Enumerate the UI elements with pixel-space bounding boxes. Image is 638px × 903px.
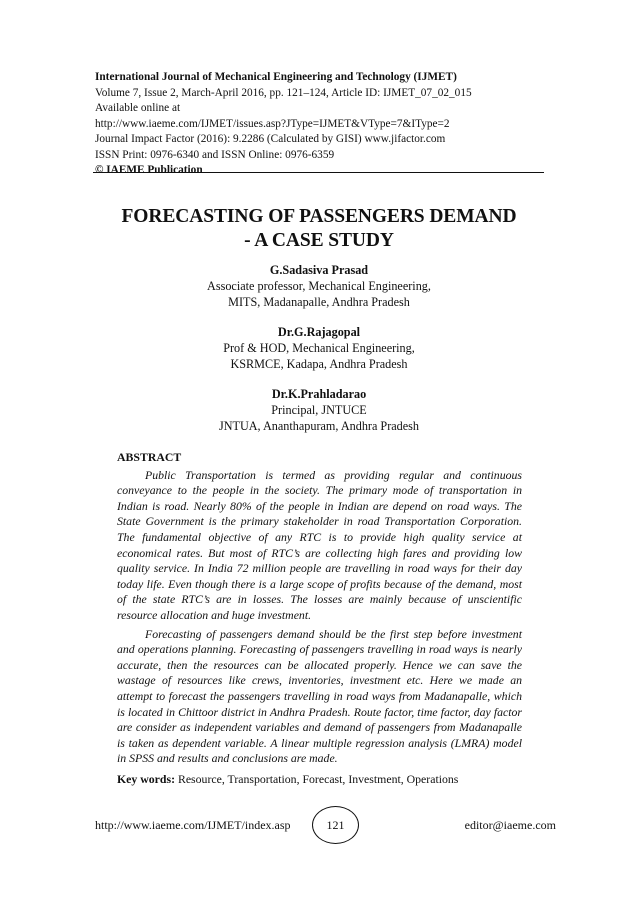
footer-url[interactable]: http://www.iaeme.com/IJMET/index.asp — [95, 818, 291, 832]
author-3 — [120, 386, 518, 434]
footer-email[interactable]: editor@iaeme.com — [464, 818, 556, 832]
impact-factor: Journal Impact Factor (2016): 9.2286 (Calculated by GISI) www.jifactor.com — [95, 133, 446, 145]
author-1 — [120, 262, 518, 310]
keywords — [117, 772, 522, 788]
author-affiliation: KSRMCE, Kadapa, Andhra Pradesh — [230, 357, 408, 371]
page-number: 121 — [312, 806, 359, 844]
abstract-paragraph-2: Forecasting of passengers demand should be the first step before investment and operations planning. Forecasting of passengers travelling in road ways is nearly accurate, then the resources can be allocated properly. Hence we can save the wastage of resources like crews, inventories, investment etc. Here we made an attempt to forecast the passengers travelling in road ways from Madanapalle, which is located in Chittoor district in Andhra Pradesh. Route factor, time factor, day factor are consider as independent variables and demand of passengers from Madanapalle is taken as dependent variable. A linear multiple regression analysis (LMRA) model in SPSS and results and conclusions are made. — [117, 626, 522, 766]
author-affiliation: Prof & HOD, Mechanical Engineering, — [223, 341, 415, 355]
paper-title — [80, 205, 558, 253]
journal-url[interactable]: http://www.iaeme.com/IJMET/issues.asp?JType=IJMET&VType=7&IType=2 — [95, 117, 450, 130]
abstract-heading: ABSTRACT — [117, 450, 182, 464]
header-divider — [93, 172, 544, 173]
author-2 — [120, 324, 518, 372]
abstract-paragraph-1: Public Transportation is termed as providing regular and continuous conveyance to the people in the society. The primary mode of transportation in Indian is road. Nearly 80% of the people in Indian are depend on road ways. The State Government is the primary stakeholder in road Transportation Corporation. The fundamental objective of any RTC is to provide high quality service at economical rates. But most of RTC’s are collecting high fares and providing low quality service. In India 72 million people are travelling in road ways for their day today life. Even though there is a large scope of profits because of the demand, most of the state RTC’s are in losses. The losses are mainly because of unscientific resource allocation and huge investment. — [117, 467, 522, 622]
issn-info: ISSN Print: 0976-6340 and ISSN Online: 0976-6359 — [95, 148, 335, 161]
abstract-section — [117, 450, 522, 787]
author-affiliation: Principal, JNTUCE — [271, 403, 367, 417]
journal-name: International Journal of Mechanical Engineering and Technology (IJMET) — [95, 71, 457, 83]
title-line-2: - A CASE STUDY — [244, 230, 394, 251]
author-affiliation: Associate professor, Mechanical Engineering, — [207, 279, 431, 293]
publisher: © IAEME Publication — [95, 164, 203, 176]
author-affiliation: MITS, Madanapalle, Andhra Pradesh — [228, 295, 410, 309]
author-list — [120, 262, 518, 448]
journal-header — [95, 70, 543, 179]
keywords-label: Key words: — [117, 771, 175, 786]
volume-info: Volume 7, Issue 2, March-April 2016, pp. 121–124, Article ID: IJMET_07_02_015 — [95, 86, 472, 99]
available-online: Available online at — [95, 102, 181, 114]
author-affiliation: JNTUA, Ananthapuram, Andhra Pradesh — [218, 419, 420, 433]
author-name: Dr.G.Rajagopal — [277, 325, 361, 339]
author-name: G.Sadasiva Prasad — [269, 263, 369, 277]
keywords-list: Resource, Transportation, Forecast, Investment, Operations — [175, 771, 459, 786]
author-name: Dr.K.Prahladarao — [271, 387, 367, 401]
title-line-1: FORECASTING OF PASSENGERS DEMAND — [121, 206, 517, 227]
